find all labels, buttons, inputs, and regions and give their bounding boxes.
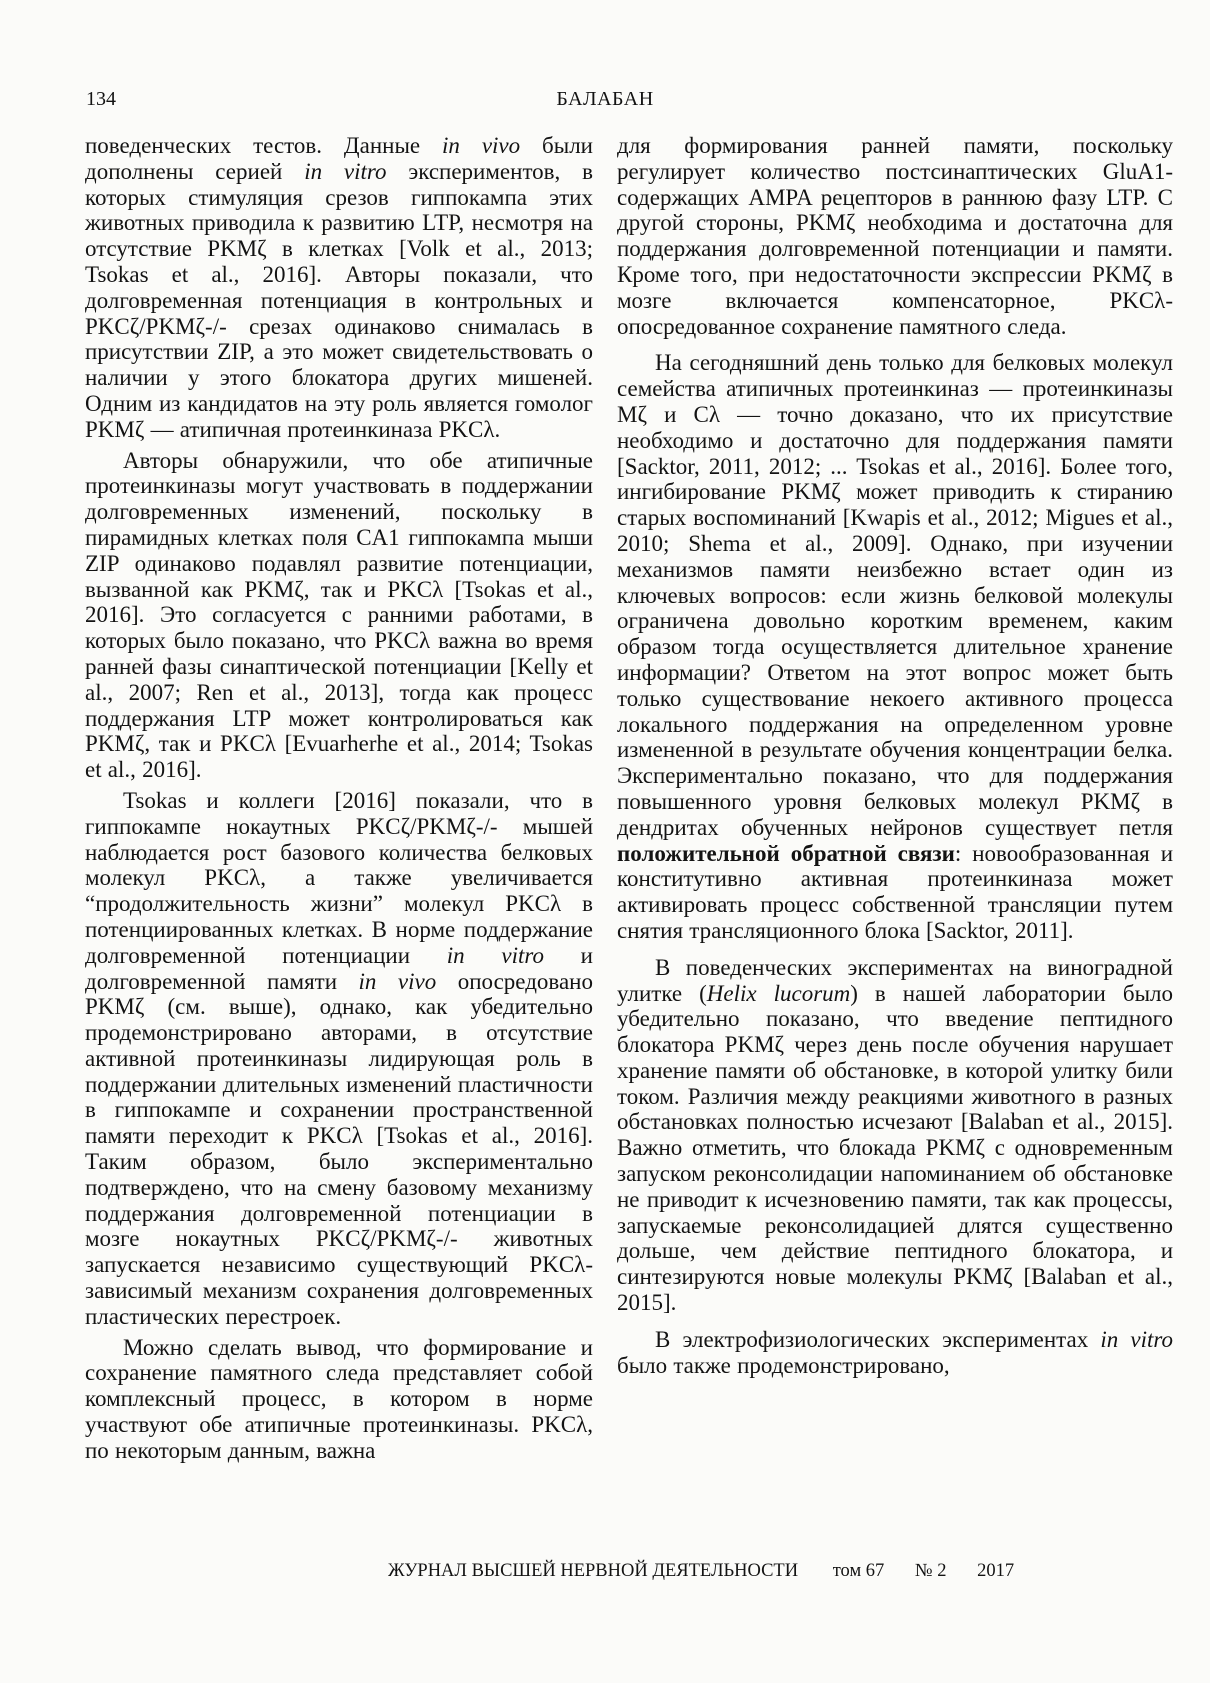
text-run: было также продемонстрировано, [617, 1352, 950, 1378]
text-body [85, 133, 1173, 1464]
paragraph [85, 1335, 593, 1464]
italic-text-run: in vivo [442, 133, 521, 158]
bold-text-run: положительной обратной связи [617, 840, 955, 866]
text-run: Авторы обнаружили, что обе атипичные протеинкиназы могут участвовать в поддержании долговременных изменений, поскольку в пирамидных клетках поля CA1 гиппокампа мыши ZIP одинаково подавлял развитие потенциации, вызванной как PKMζ, так и PKCλ [Tsokas et al., 2016]. Это согласуется с ранними работами, в которых было показано, что PKCλ важна во время ранней фазы синаптической потенциации [Kelly et al., 2007; Ren et al., 2013], тогда как процесс поддержания LTP может контролироваться как PKMζ, так и PKCλ [Evuarherhe et al., 2014; Tsokas et al., 2016]. [85, 447, 593, 783]
text-run: Tsokas и коллеги [2016] показали, что в гиппокампе нокаутных PKCζ/PKMζ-/- мышей наблюдается рост базового количества белковых молекул PKCλ, а также увеличивается “продолжительность жизни” молекул PKCλ в потенциированных клетках. В норме поддержание долговременной потенциации [85, 787, 593, 968]
italic-text-run: Helix lucorum [706, 980, 851, 1006]
paragraph [617, 133, 1173, 339]
text-run: В поведенческих экспериментах на виноградной улитке ( [617, 954, 1173, 1006]
right-column [617, 133, 1173, 1464]
text-run: ) в нашей лаборатории было убедительно показано, что введение пептидного блокатора PKMζ через день после обучения нарушает хранение памяти об обстановке, в которой улитку били током. Различия между реакциями животного в разных обстановках полностью исчезают [Balaban et al., 2015]. Важно отметить, что блокада PKMζ с одновременным запуском реконсолидации напоминанием об обстановке не приводит к исчезновению памяти, так как процессы, запускаемые реконсолидацией длятся существенно дольше, чем действие пептидного блокатора, и синтезируются новые молекулы PKMζ [Balaban et al., 2015]. [617, 980, 1173, 1316]
text-run: для формирования ранней памяти, поскольку регулирует количество постсинаптических GluA1-содержащих AMPA рецепторов в раннюю фазу LTP. С другой стороны, PKMζ необходима и достаточна для поддержания долговременной потенциации и памяти. Кроме того, при недостаточности экспрессии PKMζ в мозге включается компенсаторное, PKCλ-опосредованное сохранение памятного следа. [617, 133, 1173, 339]
text-run: поведенческих тестов. Данные [85, 133, 443, 158]
page-number: 134 [86, 88, 116, 110]
footer-year: 2017 [977, 1561, 1015, 1581]
text-run: и долговременной памяти [85, 942, 593, 994]
paragraph [617, 350, 1173, 943]
text-run: Можно сделать вывод, что формирование и сохранение памятного следа представляет собой комплексный процесс, в котором в норме участвуют обе атипичные протеинкиназы. PKCλ, по некоторым данным, важна [85, 1334, 593, 1463]
running-head-author: БАЛАБАН [556, 88, 654, 110]
paragraph [85, 788, 593, 1330]
text-run: были дополнены серией [85, 133, 593, 184]
paragraph [617, 955, 1173, 1316]
footer-journal-title: ЖУРНАЛ ВЫСШЕЙ НЕРВНОЙ ДЕЯТЕЛЬНОСТИ [388, 1561, 799, 1581]
italic-text-run: in vitro [1100, 1326, 1173, 1352]
text-run: экспериментов, в которых стимуляция срезов гиппокампа этих животных приводила к развитию LTP, несмотря на отсутствие PKMζ в клетках [Volk et al., 2013; Tsokas et al., 2016]. Авторы показали, что долговременная потенциация в контрольных и PKCζ/PKMζ-/- срезах одинаково снималась в присутствии ZIP, а это может свидетельствовать о наличии у этого блокатора других мишеней. Одним из кандидатов на эту роль является гомолог PKMζ — атипичная протеинкиназа PKCλ. [85, 158, 594, 442]
text-run: : новообразованная и конститутивно активная протеинкиназа может активировать процесс собственной трансляции путем снятия трансляционного блока [Sacktor, 2011]. [617, 840, 1173, 943]
italic-text-run: in vitro [304, 158, 387, 184]
paragraph [85, 133, 593, 443]
journal-footer [388, 1561, 1014, 1582]
page-header [0, 88, 1210, 114]
italic-text-run: in vivo [358, 968, 437, 994]
text-run: опосредовано PKMζ (см. выше), однако, как убедительно продемонстрировано авторами, в отсутствие активной протеинкиназы лидирующая роль в поддержании длительных изменений пластичности в гиппокампе и сохранении пространственной памяти переходит к PKCλ [Tsokas et al., 2016]. Таким образом, было экспериментально подтверждено, что на смену базовому механизму поддержания долговременной потенциации в мозге нокаутных PKCζ/PKMζ-/- животных запускается независимо существующий PKCλ-зависимый механизм сохранения долговременных пластических перестроек. [85, 968, 593, 1329]
paragraph [617, 1327, 1173, 1379]
footer-issue: № 2 [914, 1561, 947, 1581]
text-run: На сегодняшний день только для белковых молекул семейства атипичных протеинкиназ — протеинкиназы Mζ и Cλ — точно доказано, что их присутствие необходимо и достаточно для поддержания памяти [Sacktor, 2011, 2012; ... Tsokas et al., 2016]. Более того, ингибирование PKMζ может приводить к стиранию старых воспоминаний [Kwapis et al., 2012; Migues et al., 2010; Shema et al., 2009]. Однако, при изучении механизмов памяти неизбежно встает один из ключевых вопросов: если жизнь белковой молекулы ограничена довольно коротким временем, каким образом тогда осуществляется длительное хранение информации? Ответом на этот вопрос может быть только существование некоего активного процесса локального поддержания на определенном уровне измененной в результате обучения концентрации белка. Экспериментально показано, что для поддержания повышенного уровня белковых молекул PKMζ в дендритах обученных нейронов существует петля [617, 350, 1173, 840]
italic-text-run: in vitro [446, 942, 544, 968]
text-run: В электрофизиологических экспериментах [655, 1326, 1101, 1352]
left-column [85, 133, 593, 1464]
paragraph [85, 448, 593, 783]
footer-volume: том 67 [832, 1561, 885, 1581]
